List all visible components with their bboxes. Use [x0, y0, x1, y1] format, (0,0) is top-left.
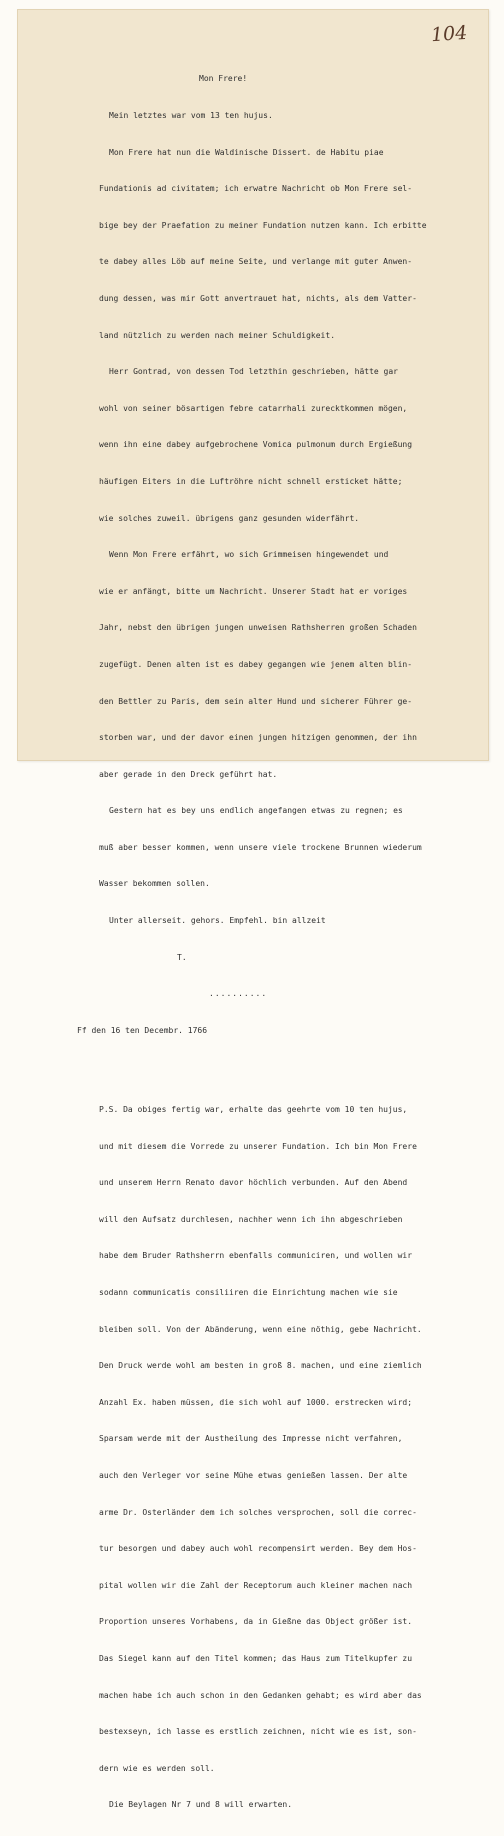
letter-line: häufigen Eiters in die Luftröhre nicht schnell ersticket hätte;: [99, 476, 403, 486]
postscript-line: P.S. Da obiges fertig war, erhalte das geehrte vom 10 ten hujus,: [99, 1105, 408, 1115]
letter-line: den Bettler zu Paris, dem sein alter Hund und sicherer Führer ge-: [99, 696, 413, 706]
postscript-line: habe dem Bruder Rathsherrn ebenfalls communiciren, und wollen wir: [99, 1251, 413, 1261]
signature: T.: [177, 952, 187, 962]
letter-line: Wasser bekommen sollen.: [99, 879, 210, 889]
letter-line: aber gerade in den Dreck geführt hat.: [99, 769, 278, 779]
postscript-line: Das Siegel kann auf den Titel kommen; das Haus zum Titelkupfer zu: [99, 1653, 413, 1663]
letter-line: muß aber besser kommen, wenn unsere viele trockene Brunnen wiederum: [99, 842, 422, 852]
postscript-line: auch den Verleger vor seine Mühe etwas genießen lassen. Der alte: [99, 1470, 408, 1480]
postscript-line: bleiben soll. Von der Abänderung, wenn eine nöthig, gebe Nachricht.: [99, 1324, 422, 1334]
postscript-line: Proportion unseres Vorhabens, da in Gießne das Object größer ist.: [99, 1617, 413, 1627]
letter-line: Fundationis ad civitatem; ich erwatre Nachricht ob Mon Frere sel-: [99, 184, 413, 194]
letter-line: storben war, und der davor einen jungen hitzigen genommen, der ihn: [99, 733, 417, 743]
postscript-line: bestexseyn, ich lasse es erstlich zeichnen, nicht wie es ist, son-: [99, 1727, 417, 1737]
postscript-line: dern wie es werden soll.: [99, 1763, 215, 1773]
letter-line: wie solches zuweil. übrigens ganz gesunden widerfährt.: [99, 513, 360, 523]
letter-greeting: Mon Frere!: [199, 74, 248, 84]
letter-line: wohl von seiner bösartigen febre catarrhali zurecktkommen mögen,: [99, 403, 408, 413]
letter-line: wie er anfängt, bitte um Nachricht. Unserer Stadt hat er voriges: [99, 586, 408, 596]
letter-line: wenn ihn eine dabey aufgebrochene Vomica pulmonum durch Ergießung: [99, 440, 413, 450]
letter-line: Jahr, nebst den übrigen jungen unweisen Rathsherren großen Schaden: [99, 623, 417, 633]
postscript-line: tur besorgen und dabey auch wohl recompensirt werden. Bey dem Hos-: [99, 1544, 417, 1554]
letter-line: zugefügt. Denen alten ist es dabey gegangen wie jenem alten blin-: [99, 659, 413, 669]
spacer: [99, 1061, 483, 1067]
postscript-line: pital wollen wir die Zahl der Receptorum auch kleiner machen nach: [99, 1580, 413, 1590]
letter-line: dung dessen, was mir Gott anvertrauet hat, nichts, als dem Vatter-: [99, 293, 417, 303]
date-line: Ff den 16 ten Decembr. 1766: [77, 1025, 208, 1035]
letter-line: land nützlich zu werden nach meiner Schuldigkeit.: [99, 330, 336, 340]
letter-line: bige bey der Praefation zu meiner Fundation nutzen kann. Ich erbitte: [99, 220, 427, 230]
postscript-line: und unserem Herrn Renato davor höchlich verbunden. Auf den Abend: [99, 1178, 408, 1188]
postscript-line: Sparsam werde mit der Austheilung des Impresse nicht verfahren,: [99, 1434, 403, 1444]
handwritten-page-number: 104: [430, 21, 468, 47]
letter-line: Mein letztes war vom 13 ten hujus.: [109, 111, 273, 120]
letter-line: Mon Frere hat nun die Waldinische Dissert. de Habitu piae: [109, 147, 384, 157]
postscript-line: machen habe ich auch schon in den Gedanken gehabt; es wird aber das: [99, 1690, 422, 1700]
letter-line: Herr Gontrad, von dessen Tod letzthin geschrieben, hätte gar: [109, 367, 398, 377]
letter-line: Gestern hat es bey uns endlich angefangen etwas zu regnen; es: [109, 806, 403, 816]
postscript-line: Die Beylagen Nr 7 und 8 will erwarten.: [109, 1800, 293, 1810]
separator-dots: ..........: [209, 989, 268, 999]
postscript-line: sodann communicatis consiliiren die Einrichtung machen wie sie: [99, 1288, 398, 1298]
postscript-line: Den Druck werde wohl am besten in groß 8. machen, und eine ziemlich: [99, 1361, 422, 1371]
letter-line: te dabey alles Löb auf meine Seite, und verlange mit guter Anwen-: [99, 257, 413, 267]
postscript-line: Anzahl Ex. haben müssen, die sich wohl auf 1000. erstrecken wird;: [99, 1397, 413, 1407]
postscript-line: arme Dr. Osterländer dem ich solches versprochen, soll die correc-: [99, 1507, 417, 1517]
letter-body: [77, 49, 483, 1836]
letter-page: [17, 9, 489, 1810]
postscript-line: will den Aufsatz durchlesen, nachher wenn ich ihn abgeschrieben: [99, 1214, 403, 1224]
letter-line: Wenn Mon Frere erfährt, wo sich Grimmeisen hingewendet und: [109, 550, 389, 560]
closing-line: Unter allerseit. gehors. Empfehl. bin allzeit: [109, 916, 326, 926]
postscript-line: und mit diesem die Vorrede zu unserer Fundation. Ich bin Mon Frere: [99, 1141, 417, 1151]
